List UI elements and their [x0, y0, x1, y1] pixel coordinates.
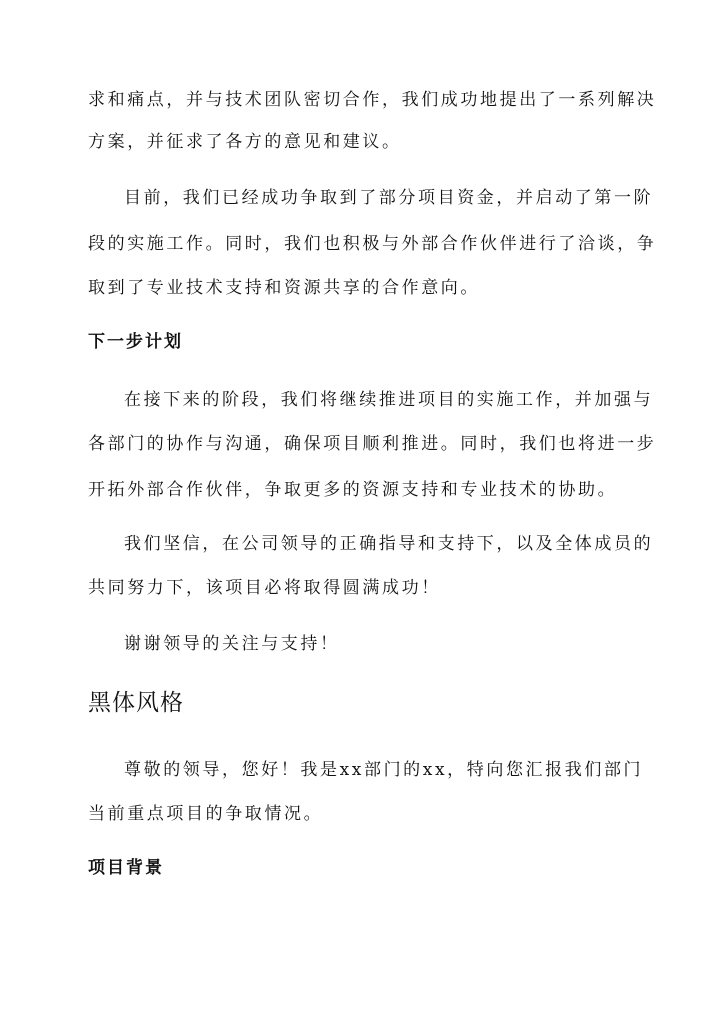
paragraph-line: 各部门的协作与沟通，确保项目顺利推进。同时，我们也将进一步 [88, 434, 657, 454]
paragraph-line: 目前，我们已经成功争取到了部分项目资金，并启动了第一阶 [124, 188, 654, 208]
paragraph-line: 方案，并征求了各方的意见和建议。 [88, 132, 402, 152]
paragraph-line: 段的实施工作。同时，我们也积极与外部合作伙伴进行了洽谈，争 [88, 234, 657, 254]
paragraph-line: 尊敬的领导，您好！我是xx部门的xx，特向您汇报我们部门 [124, 760, 644, 780]
paragraph-line: 谢谢领导的关注与支持！ [124, 634, 340, 654]
paragraph-line: 我们坚信，在公司领导的正确指导和支持下，以及全体成员的 [124, 534, 654, 554]
paragraph-line: 取到了专业技术支持和资源共享的合作意向。 [88, 278, 480, 298]
paragraph-line: 开拓外部合作伙伴，争取更多的资源支持和专业技术的协助。 [88, 480, 618, 500]
section-heading-next-steps: 下一步计划 [88, 332, 183, 352]
paragraph-line: 共同努力下，该项目必将取得圆满成功！ [88, 578, 441, 598]
paragraph-line: 当前重点项目的争取情况。 [88, 804, 324, 824]
paragraph-line: 求和痛点，并与技术团队密切合作，我们成功地提出了一系列解决 [88, 90, 657, 110]
section-heading-project-background: 项目背景 [88, 858, 164, 878]
paragraph-line: 在接下来的阶段，我们将继续推进项目的实施工作，并加强与 [124, 390, 654, 410]
section-heading-heiti-style: 黑体风格 [88, 690, 184, 716]
